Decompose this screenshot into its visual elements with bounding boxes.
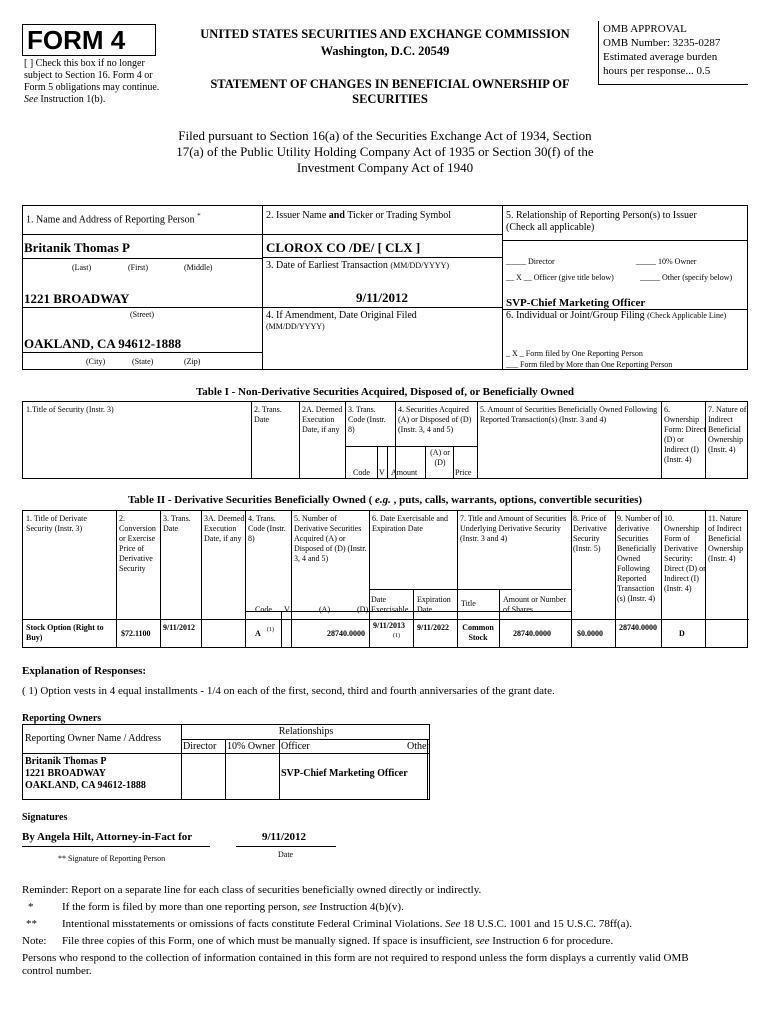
t2-row-form: D	[679, 629, 685, 638]
box6-label-text: 6. Individual or Joint/Group Filing	[506, 310, 645, 321]
note-text	[62, 935, 613, 948]
box1-label	[26, 210, 201, 226]
box3-label	[266, 260, 449, 272]
officer-title: SVP-Chief Marketing Officer	[506, 297, 646, 309]
note-text-post: Instruction 6 for procedure.	[489, 935, 614, 947]
t2-d: (D)	[357, 605, 369, 614]
explanation-note: ( 1) Option vests in 4 equal installments - 1/4 on each of the first, second, third and fourth anniversaries of the grant date.	[22, 685, 555, 697]
t2-col8: 8. Price of Derivative Security (Instr. 5)	[573, 514, 607, 553]
t2-title: Title	[461, 599, 476, 608]
owners-director: Director	[183, 741, 217, 752]
table2-title	[22, 494, 748, 507]
t1-aord: (A) or (D)	[430, 448, 450, 467]
date-label: Date	[278, 850, 294, 859]
box2-label-post: Ticker or Trading Symbol	[344, 210, 452, 221]
signatures-heading: Signatures	[22, 812, 68, 823]
signature-label: ** Signature of Reporting Person	[58, 854, 166, 863]
box5-label	[506, 210, 744, 234]
t1-v: V	[379, 468, 385, 477]
state-label: (State)	[132, 357, 154, 366]
director-check[interactable]: _____ Director	[506, 257, 555, 266]
omb-box	[598, 21, 748, 85]
t2-row-price: $72.1100	[121, 629, 151, 638]
t2-row-code: A	[255, 629, 261, 638]
owners-col-name: Reporting Owner Name / Address	[25, 733, 162, 744]
person-name: Britanik Thomas P	[24, 240, 130, 255]
box4-label: 4. If Amendment, Date Original Filed	[266, 310, 417, 321]
t2-row-security: Stock Option (Right to Buy)	[26, 623, 104, 642]
owners-other: Other	[407, 741, 430, 752]
omb-burden: Estimated average burden	[603, 51, 718, 63]
note-label: Note:	[22, 935, 47, 947]
zip-label: (Zip)	[184, 357, 201, 366]
t2-row-owned: 28740.0000	[619, 623, 657, 632]
owners-ten-pct: 10% Owner	[227, 741, 276, 752]
table2-title-post: , puts, calls, warrants, options, convertible securities)	[390, 494, 643, 506]
omb-hours: hours per response... 0.5	[603, 65, 711, 77]
last-label: (Last)	[72, 263, 92, 272]
t2-row-exercisable: 9/11/2013	[373, 621, 406, 630]
note-text-pre: File three copies of this Form, one of which must be manually signed. If space is insufficient,	[62, 935, 476, 947]
t2-col3a: 3A. Deemed Execution Date, if any	[204, 514, 245, 543]
t1-col4: 4. Securities Acquired (A) or Disposed of (D) (Instr. 3, 4 and 5)	[398, 405, 472, 434]
note-see: see	[475, 935, 490, 947]
t2-a: (A)	[319, 605, 331, 614]
t2-v: V	[284, 605, 290, 614]
t2-date-exercisable: Date Exercisable	[371, 595, 409, 614]
box6-sub: (Check Applicable Line)	[647, 311, 727, 320]
t2-col7: 7. Title and Amount of Securities Underlying Derivative Security (Instr. 3 and 4)	[460, 514, 567, 543]
persons-notice: Persons who respond to the collection of information contained in this form are not required to respond unless the form displays a currently valid OMB control number.	[22, 952, 689, 977]
star-mark: *	[28, 901, 34, 913]
owners-street: 1221 BROADWAY	[25, 768, 107, 779]
middle-label: (Middle)	[184, 263, 213, 272]
owners-officer-value: SVP-Chief Marketing Officer	[281, 768, 408, 779]
signer: By Angela Hilt, Attorney-in-Fact for	[22, 831, 193, 843]
t2-col11: 11. Nature of Indirect Beneficial Ownership (Instr. 4)	[708, 514, 744, 563]
signature-date: 9/11/2012	[262, 831, 307, 843]
t1-price: Price	[455, 468, 472, 477]
owners-relationships: Relationships	[278, 726, 334, 737]
t2-row-expiration: 9/11/2022	[417, 623, 450, 632]
first-label: (First)	[128, 263, 148, 272]
dstar-text-post: 18 U.S.C. 1001 and 15 U.S.C. 78ff(a).	[460, 918, 632, 930]
agency-location: Washington, D.C. 20549	[320, 44, 450, 58]
earliest-date: 9/11/2012	[356, 290, 409, 305]
box1-star: *	[197, 212, 201, 220]
t2-col6: 6. Date Exercisable and Expiration Date	[372, 514, 448, 533]
t2-row-exercisable-fn: (1)	[393, 633, 400, 639]
t1-amount: Amount	[391, 468, 418, 477]
t2-row-deriv-price: $0.0000	[577, 629, 603, 638]
t2-row-title: Common Stock	[462, 623, 494, 642]
double-star-mark: **	[26, 918, 37, 930]
table2-title-pre: Table II - Derivative Securities Beneficially Owned (	[127, 494, 376, 506]
box2-label-pre: 2. Issuer Name	[266, 210, 329, 221]
officer-check[interactable]: __ X __ Officer (give title below)	[506, 273, 614, 282]
t1-col6: 6. Ownership Form: Direct (D) or Indirect (I) (Instr. 4)	[664, 405, 706, 464]
box4-format: (MM/DD/YYYY)	[266, 322, 325, 331]
see-text: See	[24, 94, 38, 105]
dstar-text-pre: Intentional misstatements or omissions of facts constitute Federal Criminal Violations.	[62, 918, 446, 930]
city-label: (City)	[86, 357, 106, 366]
box2-label	[266, 210, 451, 222]
owners-table	[22, 724, 430, 800]
table2	[22, 510, 748, 648]
t1-col1: 1.Title of Security (Instr. 3)	[26, 405, 114, 414]
street-value: 1221 BROADWAY	[24, 291, 130, 306]
t2-col5: 5. Number of Derivative Securities Acquired (A) or Disposed of (D) (Instr. 3, 4 and 5)	[294, 514, 367, 563]
t2-row-shares: 28740.0000	[513, 629, 551, 638]
t1-col3: 3. Trans. Code (Instr. 8)	[348, 405, 386, 434]
t2-col3: 3. Trans. Date	[163, 514, 191, 533]
dstar-see: See	[445, 918, 461, 930]
street-label: (Street)	[130, 310, 154, 319]
omb-number: OMB Number: 3235-0287	[603, 37, 721, 49]
double-star-text	[62, 918, 632, 931]
t1-col5: 5. Amount of Securities Beneficially Owned Following Reported Transaction(s) (Instr. 3 and 4)	[480, 405, 658, 424]
ten-pct-check[interactable]: _____ 10% Owner	[636, 257, 697, 266]
reminder: Reminder: Report on a separate line for each class of securities beneficially owned directly or indirectly.	[22, 884, 482, 896]
t2-col4: 4. Trans. Code (Instr. 8)	[248, 514, 286, 543]
t2-row-amount: 28740.0000	[327, 629, 365, 638]
owners-name: Britanik Thomas P	[25, 756, 107, 767]
filed-by-more[interactable]: ___ Form filed by More than One Reporting Person	[506, 360, 673, 369]
t2-row-code-fn: (1)	[267, 627, 274, 633]
box1-label-text: 1. Name and Address of Reporting Person	[26, 214, 195, 226]
agency-name: UNITED STATES SECURITIES AND EXCHANGE COMMISSION	[200, 27, 570, 41]
filed-by-one[interactable]: _ X _ Form filed by One Reporting Person	[506, 349, 643, 358]
no-longer-subject-checkbox[interactable]	[24, 58, 170, 106]
t1-code: Code	[353, 468, 370, 477]
box6-label	[506, 310, 744, 322]
star-text-post: Instruction 4(b)(v).	[316, 901, 404, 913]
t2-col2: 2. Conversion or Exercise Price of Derivative Security	[119, 514, 156, 573]
statement-title: STATEMENT OF CHANGES IN BENEFICIAL OWNERSHIP OF SECURITIES	[210, 77, 570, 106]
box5-label-text: 5. Relationship of Reporting Person(s) to Issuer	[506, 210, 697, 221]
t2-row-date: 9/11/2012	[163, 623, 196, 632]
issuer-name: CLOROX CO /DE/ [ CLX ]	[266, 240, 421, 255]
t2-amount-shares: Amount or Number of Shares	[503, 595, 567, 614]
other-check[interactable]: _____ Other (specify below)	[640, 273, 733, 282]
checkbox-text: [ ] Check this box if no longer subject to Section 16. Form 4 or Form 5 obligations may continue.	[24, 58, 160, 93]
box3-format: (MM/DD/YYYY)	[390, 261, 450, 270]
t1-col2a: 2A. Deemed Execution Date, if any	[302, 405, 343, 434]
box5-sub: (Check all applicable)	[506, 222, 595, 233]
owners-heading: Reporting Owners	[22, 713, 102, 724]
omb-approval: OMB APPROVAL	[603, 23, 687, 35]
star-text	[62, 901, 404, 914]
form-title-box	[22, 24, 156, 56]
city-value: OAKLAND, CA 94612-1888	[24, 336, 182, 351]
t1-col2: 2. Trans. Date	[254, 405, 282, 424]
table1	[22, 401, 748, 479]
star-text-pre: If the form is filed by more than one reporting person,	[62, 901, 303, 913]
table1-title: Table I - Non-Derivative Securities Acquired, Disposed of, or Beneficially Owned	[195, 386, 575, 398]
filed-pursuant: Filed pursuant to Section 16(a) of the Securities Exchange Act of 1934, Section 17(a) of the Public Utility Holding Company Act of 1935 or Section 30(f) of the Investment Company Act of 1940	[176, 128, 594, 175]
form-title: FORM 4	[27, 25, 126, 55]
t2-col1: 1. Title of Derivate Security (Instr. 3)	[26, 514, 87, 533]
explanation-heading: Explanation of Responses:	[22, 665, 147, 677]
owners-city: OAKLAND, CA 94612-1888	[25, 780, 146, 791]
t2-col10: 10. Ownership Form of Derivative Security: Direct (D) or Indirect (I) (Instr. 4)	[664, 514, 706, 593]
box2-label-and: and	[328, 210, 345, 221]
box3-label-text: 3. Date of Earliest Transaction	[266, 260, 388, 271]
star-see: see	[302, 901, 317, 913]
t2-col9: 9. Number of derivative Securities Beneficially Owned Following Reported Transaction (s) (Instr. 4)	[617, 514, 660, 603]
t1-col7: 7. Nature of Indirect Beneficial Ownership (Instr. 4)	[708, 405, 747, 454]
checkbox-instruction: Instruction 1(b).	[40, 94, 106, 105]
t2-expiration-date: Expiration Date	[417, 595, 451, 614]
table2-title-eg: e.g.	[375, 494, 391, 506]
owners-officer: Officer	[281, 741, 310, 752]
t2-code: Code	[255, 605, 272, 614]
